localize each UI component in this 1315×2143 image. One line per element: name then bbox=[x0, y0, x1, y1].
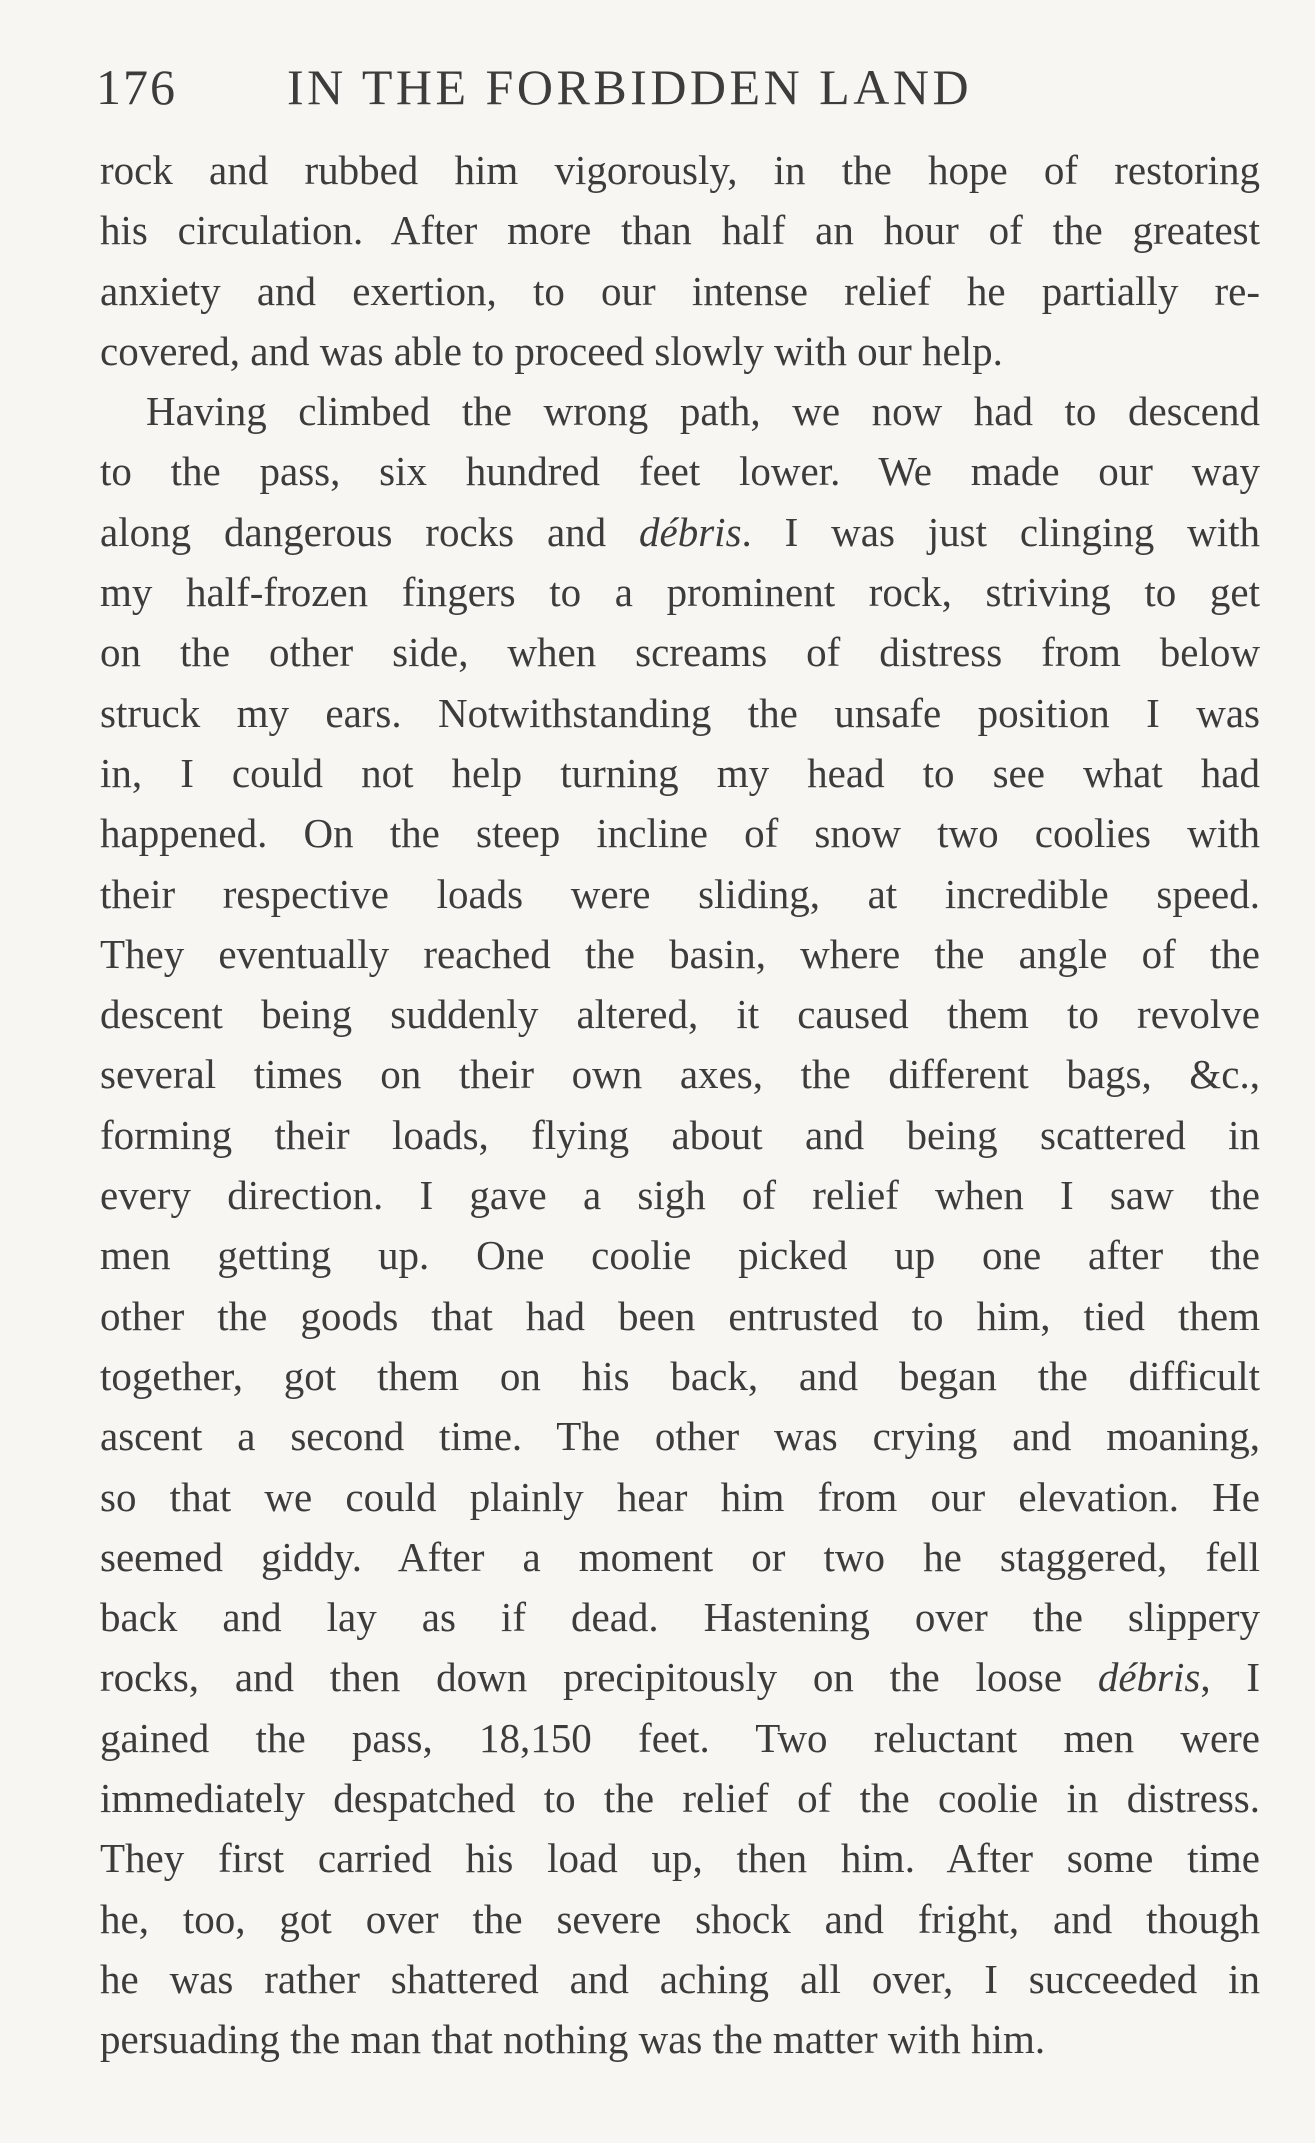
text-line: he was rather shattered and aching all over, I succeeded in bbox=[100, 1955, 1260, 2002]
text-line: struck my ears. Notwithstanding the unsafe position I was bbox=[100, 689, 1260, 736]
paragraph-end-line: covered, and was able to proceed slowly with our help. bbox=[100, 327, 1003, 374]
page-number: 176 bbox=[96, 59, 177, 115]
text-line: rocks, and then down precipitously on the loose débris, I bbox=[100, 1654, 1261, 1701]
text-line: forming their loads, flying about and being scattered in bbox=[100, 1111, 1260, 1158]
text-line: other the goods that had been entrusted to him, tied them bbox=[100, 1292, 1260, 1339]
text-line: ascent a second time. The other was crying and moaning, bbox=[100, 1413, 1260, 1460]
text-line: They first carried his load up, then him. After some time bbox=[100, 1835, 1260, 1882]
text-line: back and lay as if dead. Hastening over the slippery bbox=[100, 1594, 1260, 1641]
text-line: my half-frozen fingers to a prominent rock, striving to get bbox=[100, 569, 1260, 616]
text-line: rock and rubbed him vigorously, in the hope of restoring bbox=[100, 147, 1260, 193]
text-line: so that we could plainly hear him from our elevation. He bbox=[100, 1473, 1260, 1520]
body-text bbox=[100, 140, 1260, 2070]
text-line: men getting up. One coolie picked up one after the bbox=[100, 1232, 1260, 1279]
text-line: seemed giddy. After a moment or two he staggered, fell bbox=[100, 1533, 1260, 1580]
text-line: along dangerous rocks and débris. I was just clinging with bbox=[100, 508, 1260, 555]
text-line: several times on their own axes, the different bags, &c., bbox=[100, 1051, 1260, 1098]
text-line: every direction. I gave a sigh of relief when I saw the bbox=[100, 1172, 1260, 1219]
text-line: descent being suddenly altered, it caused them to revolve bbox=[100, 991, 1260, 1038]
text-line: immediately despatched to the relief of the coolie in distress. bbox=[100, 1775, 1260, 1822]
text-line: together, got them on his back, and began the difficult bbox=[100, 1352, 1260, 1399]
text-line: his circulation. After more than half an hour of the greatest bbox=[100, 207, 1260, 254]
paragraph-end-line: persuading the man that nothing was the matter with him. bbox=[100, 2016, 1046, 2063]
italic-word: débris bbox=[639, 508, 742, 555]
text-line: their respective loads were sliding, at incredible speed. bbox=[100, 870, 1260, 917]
running-title: IN THE FORBIDDEN LAND bbox=[287, 59, 973, 115]
italic-word: débris bbox=[1097, 1654, 1201, 1701]
text-line: on the other side, when screams of distress from below bbox=[100, 629, 1260, 676]
text-line: he, too, got over the severe shock and fright, and though bbox=[100, 1895, 1260, 1942]
text-line: gained the pass, 18,150 feet. Two reluctant men were bbox=[100, 1714, 1260, 1761]
text-line: anxiety and exertion, to our intense relief he partially re- bbox=[100, 267, 1260, 314]
text-line: They eventually reached the basin, where the angle of the bbox=[100, 930, 1260, 977]
text-line: happened. On the steep incline of snow two coolies with bbox=[100, 810, 1260, 857]
text-line: in, I could not help turning my head to see what had bbox=[100, 749, 1260, 796]
text-line: to the pass, six hundred feet lower. We made our way bbox=[100, 448, 1260, 495]
running-head bbox=[96, 58, 1266, 118]
paragraph-start-line: Having climbed the wrong path, we now had to descend bbox=[146, 388, 1260, 435]
